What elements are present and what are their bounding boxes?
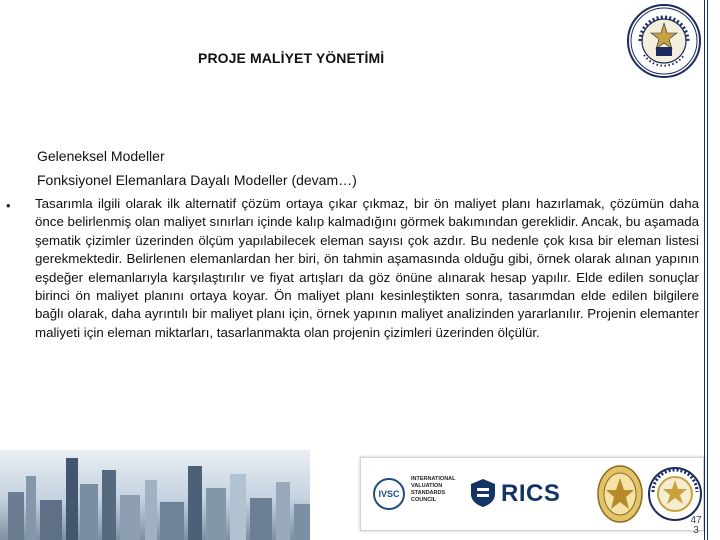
page-number: 47 3 [690,515,702,536]
subheading-functional-elements: Fonksiyonel Elemanlara Dayalı Modeller (devam…) [37,172,357,188]
rics-emblem-icon [469,478,497,508]
rics-wordmark: RICS [501,480,561,507]
university-seal-icon [626,3,702,79]
ivsc-abbrev: IVSC [373,478,405,510]
ivsc-logo [371,472,461,516]
subheading-traditional-models: Geleneksel Modeller [37,148,165,164]
body-paragraph: Tasarımla ilgili olarak ilk alternatif çözüm ortaya çıkar çıkmaz, bir ön maliyet planı hazırlamak, çözümün daha önce belirlenmiş olan maliyet sınırları içinde kalıp kalmadığını görmek bakımından gereklidir. Ancak, bu aşamada şematik çizimler üzerinden ölçüm yapılabilecek eleman sayısı çok azdır. Bu nedenle çok kısa bir eleman listesi gerekmektedir. Belirlenen elemanlardan her biri, ön tahmin aşamasında olduğu gibi, örnek olarak alınan yapının eşdeğer elemanlarıyla karşılaştırılır ve fiyat artışları da göz önüne alınarak hesap yapılır. Elde edilen sonuçlar birinci ön maliyet planını ortaya koyar. Ön maliyet planı kesinleştikten sonra, tasarımdan elde edilen bilgilere bağlı olarak, daha ayrıntılı bir maliyet planı için, örnek yapının maliyet analizinden yararlanılır. Projenin elemanter maliyeti için eleman miktarları, tasarlanmakta olan projenin çizimleri üzerinden ölçülür. [35,196,699,340]
ivsc-full-name: INTERNATIONAL VALUATION STANDARDS COUNCIL [411,476,456,503]
bullet-marker: • [6,198,11,213]
city-skyline-image [0,450,310,540]
gold-seal-icon [596,464,644,524]
page-title: PROJE MALİYET YÖNETİMİ [198,50,385,66]
footer-logo-strip [360,457,704,531]
right-border-line [707,0,708,540]
rics-logo [469,474,579,514]
